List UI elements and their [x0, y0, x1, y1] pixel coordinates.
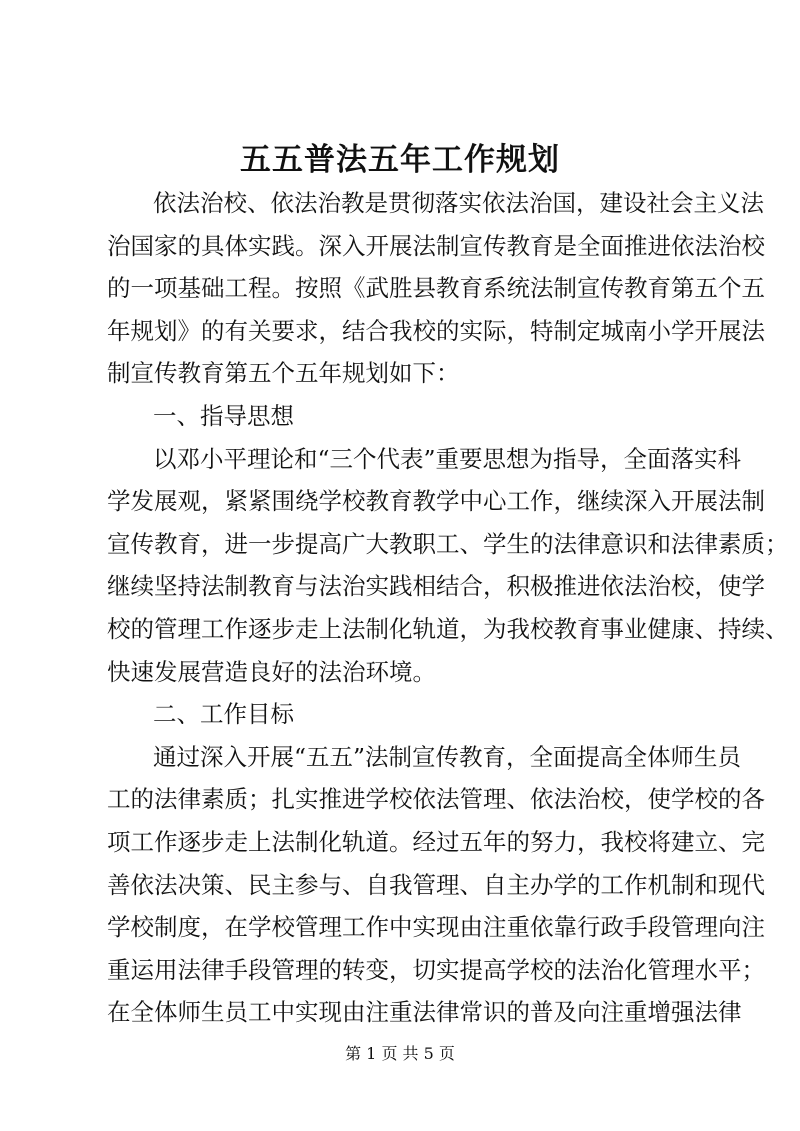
paragraph-line: 重运用法律手段管理的转变，切实提高学校的法治化管理水平； [107, 955, 765, 984]
page-footer: 第 1 页 共 5 页 [345, 1044, 455, 1063]
paragraph-line: 校的管理工作逐步走上法制化轨道，为我校教育事业健康、持续、 [107, 614, 789, 643]
paragraph-line: 继续坚持法制教育与法治实践相结合，积极推进依法治校，使学 [107, 572, 765, 601]
paragraph-line: 在全体师生员工中实现由注重法律常识的普及向注重增强法律 [107, 998, 742, 1027]
paragraph-line: 善依法决策、民主参与、自我管理、自主办学的工作机制和现代 [107, 870, 765, 899]
section-heading-work-goals: 二、工作目标 [153, 700, 294, 729]
section-heading-guiding-ideology: 一、指导思想 [153, 401, 294, 430]
paragraph-line: 制宣传教育第五个五年规划如下： [107, 359, 460, 388]
paragraph-line: 依法治校、依法治教是贯彻落实依法治国，建设社会主义法 [153, 189, 764, 217]
paragraph-line: 治国家的具体实践。深入开展法制宣传教育是全面推进依法治校 [107, 231, 765, 260]
paragraph-line: 项工作逐步走上法制化轨道。经过五年的努力，我校将建立、完 [107, 827, 765, 856]
paragraph-line: 的一项基础工程。按照《武胜县教育系统法制宣传教育第五个五 [107, 274, 765, 303]
paragraph-line: 以邓小平理论和“三个代表”重要思想为指导，全面落实科 [153, 444, 742, 473]
paragraph-line: 快速发展营造良好的法治环境。 [107, 657, 436, 686]
paragraph-line: 宣传教育，进一步提高广大教职工、学生的法律意识和法律素质； [107, 529, 789, 558]
paragraph-line: 通过深入开展“五五”法制宣传教育，全面提高全体师生员 [153, 742, 742, 771]
document-title: 五五普法五年工作规划 [240, 142, 560, 178]
document-body [107, 182, 789, 1034]
paragraph-line: 年规划》的有关要求，结合我校的实际，特制定城南小学开展法 [107, 316, 765, 345]
paragraph-line: 学校制度，在学校管理工作中实现由注重依靠行政手段管理向注 [107, 913, 765, 942]
paragraph-line: 工的法律素质；扎实推进学校依法管理、依法治校，使学校的各 [107, 785, 765, 814]
paragraph-line: 学发展观，紧紧围绕学校教育教学中心工作，继续深入开展法制 [107, 487, 765, 516]
